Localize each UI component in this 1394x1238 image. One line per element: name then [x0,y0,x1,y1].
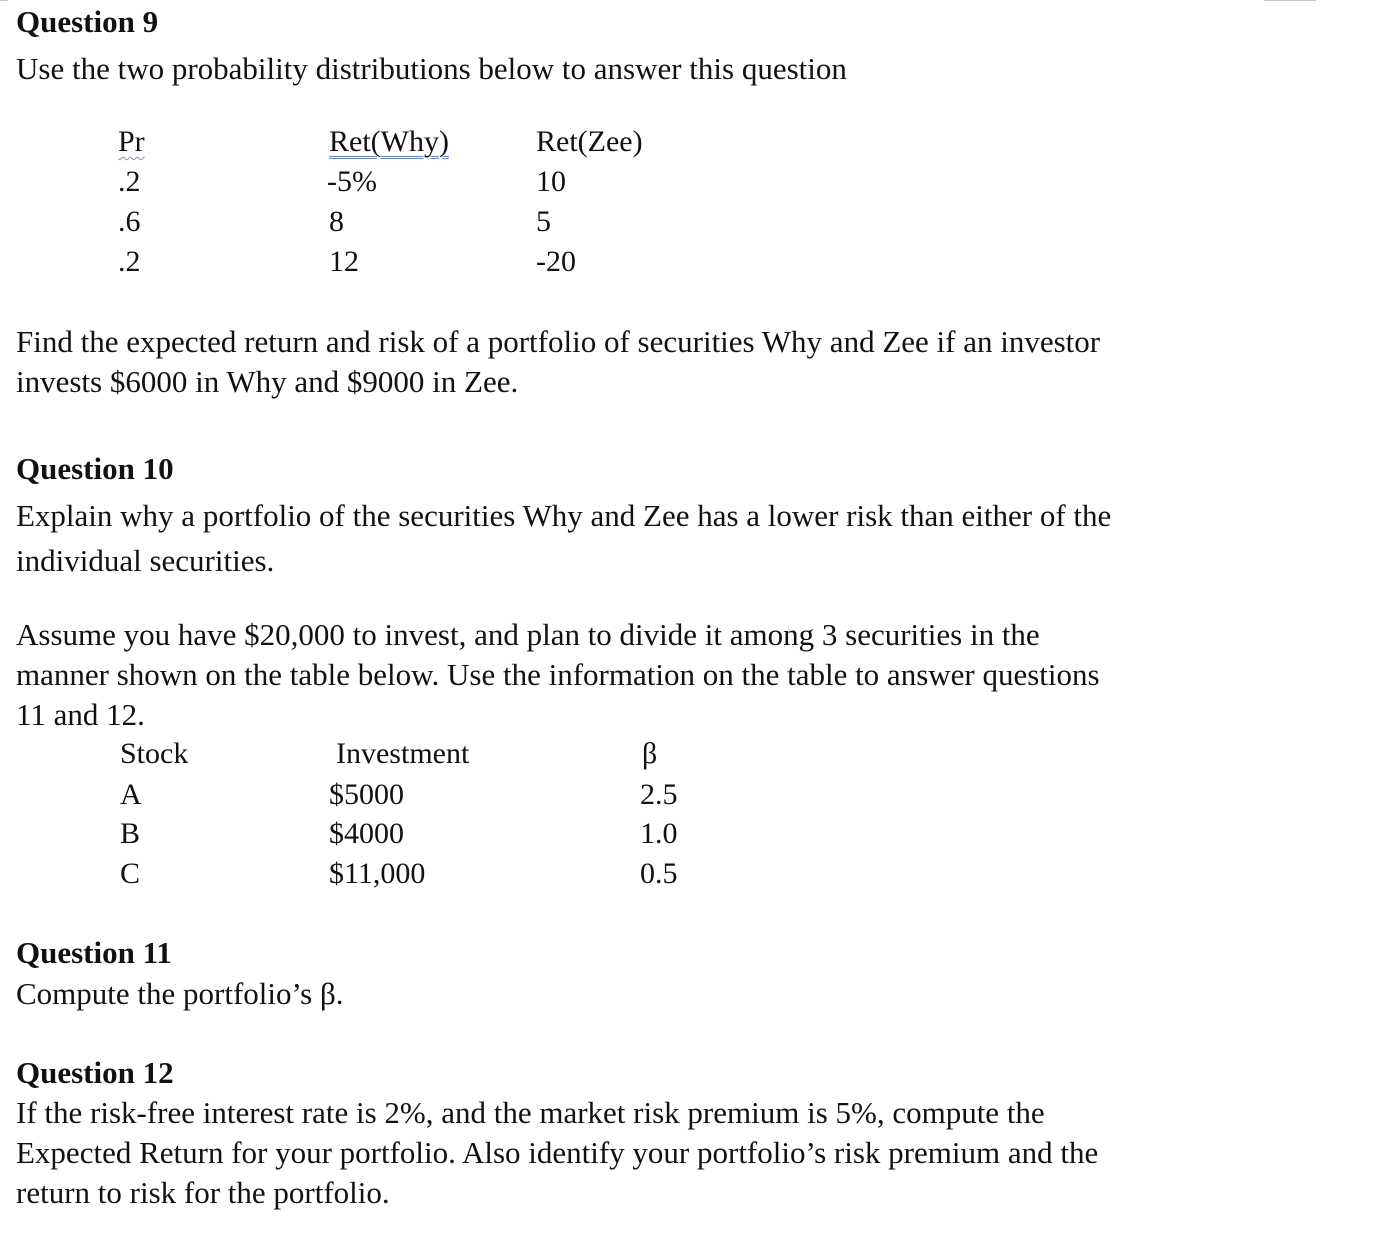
question-11-text: Compute the portfolio’s β. [16,976,344,1011]
cell-pr-1: .2 [118,165,141,198]
top-right-rule [1264,0,1316,1]
question-9-prompt-line-1: Find the expected return and risk of a portfolio of securities Why and Zee if an investor [16,324,1101,359]
cell-beta-b: 1.0 [640,817,678,850]
assume-line-2: manner shown on the table below. Use the information on the table to answer questions [16,657,1100,692]
cell-why-1: -5% [327,165,377,198]
cell-investment-c: $11,000 [329,857,426,890]
cell-investment-a: $5000 [329,778,404,811]
cell-zee-1: 10 [536,165,566,198]
cell-why-3: 12 [329,245,359,278]
cell-investment-b: $4000 [329,817,404,850]
header-ret-why: Ret(Why) [329,125,449,158]
question-12-title: Question 12 [16,1055,174,1090]
cell-stock-b: B [120,817,141,850]
question-11-title: Question 11 [16,935,172,970]
cell-zee-3: -20 [536,245,576,278]
question-9-intro: Use the two probability distributions below to answer this question [16,51,847,86]
question-12-line-1: If the risk-free interest rate is 2%, and the market risk premium is 5%, compute the [16,1095,1045,1130]
cell-beta-a: 2.5 [640,778,678,811]
cell-zee-2: 5 [536,205,551,238]
cell-beta-c: 0.5 [640,857,678,890]
question-9-title: Question 9 [16,4,159,39]
question-10-line-2: individual securities. [16,543,275,578]
question-10-line-1: Explain why a portfolio of the securities Why and Zee has a lower risk than either of the [16,498,1112,533]
cell-stock-a: A [120,778,142,811]
question-12-line-3: return to risk for the portfolio. [16,1175,390,1210]
cell-stock-c: C [120,857,141,890]
header-investment: Investment [336,737,470,770]
question-9-prompt-line-2: invests $6000 in Why and $9000 in Zee. [16,364,519,399]
header-beta: β [642,737,658,770]
assume-line-1: Assume you have $20,000 to invest, and plan to divide it among 3 securities in the [16,617,1040,652]
header-ret-zee: Ret(Zee) [536,125,643,158]
cell-pr-3: .2 [118,245,141,278]
cell-pr-2: .6 [118,205,141,238]
cell-why-2: 8 [329,205,344,238]
assume-line-3: 11 and 12. [16,697,145,732]
question-12-line-2: Expected Return for your portfolio. Also identify your portfolio’s risk premium and the [16,1135,1099,1170]
header-stock: Stock [120,737,189,770]
header-pr: Pr [118,125,145,158]
question-10-title: Question 10 [16,451,174,486]
top-left-rule [0,0,8,1]
